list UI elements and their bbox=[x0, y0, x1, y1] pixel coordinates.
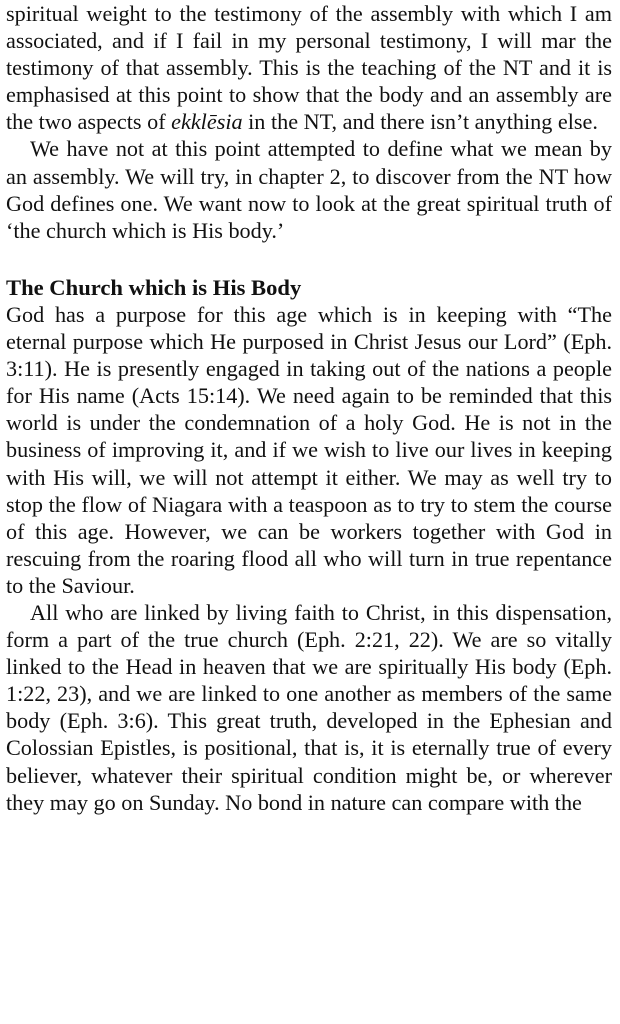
paragraph-true-church: All who are linked by living faith to Christ, in this dispensation, form a part of the true church (Eph. 2:21, 22). We are so vitally linked to the Head in heaven that we are spiritually His body (Eph. 1:22, 23), and we are linked to one another as members of the same body (Eph. 3:6). This great truth, developed in the Ephesian and Colossian Epistles, is positional, that is, it is eternally true of every believer, whatever their spiritual condition might be, or wherever they may go on Sunday. No bond in nature can compare with the bbox=[6, 599, 612, 815]
book-page bbox=[6, 0, 612, 816]
section-heading: The Church which is His Body bbox=[6, 274, 302, 300]
paragraph-assembly-testimony bbox=[6, 0, 612, 135]
paragraph-1-text-start: spiritual weight to the testimony of the assembly with which I am associated, and if I fail in my personal testimony, I will mar the testimony of that assembly. This is the teaching of the NT and it is emphasised at this point to show that the body and an assembly are the two aspects of bbox=[6, 1, 612, 135]
paragraph-purpose-of-age: God has a purpose for this age which is in keeping with “The eternal purpose which He purposed in Christ Jesus our Lord” (Eph. 3:11). He is presently engaged in taking out of the nations a people for His name (Acts 15:14). We need again to be reminded that this world is under the condemnation of a holy God. He is not in the business of improving it, and if we wish to live our lives in keeping with His will, we will not attempt it either. We may as well try to stop the flow of Niagara with a teaspoon as to try to stem the course of this age. However, we can be workers together with God in rescuing from the roaring flood all who will turn in true repentance to the Saviour. bbox=[6, 301, 612, 598]
paragraph-1-text-end: in the NT, and there isn’t anything else. bbox=[242, 109, 598, 135]
ekklesia-term: ekklēsia bbox=[171, 109, 243, 135]
paragraph-define-assembly: We have not at this point attempted to define what we mean by an assembly. We will try, in chapter 2, to discover from the NT how God defines one. We want now to look at the great spiritual truth of ‘the church which is His body.’ bbox=[6, 136, 612, 243]
